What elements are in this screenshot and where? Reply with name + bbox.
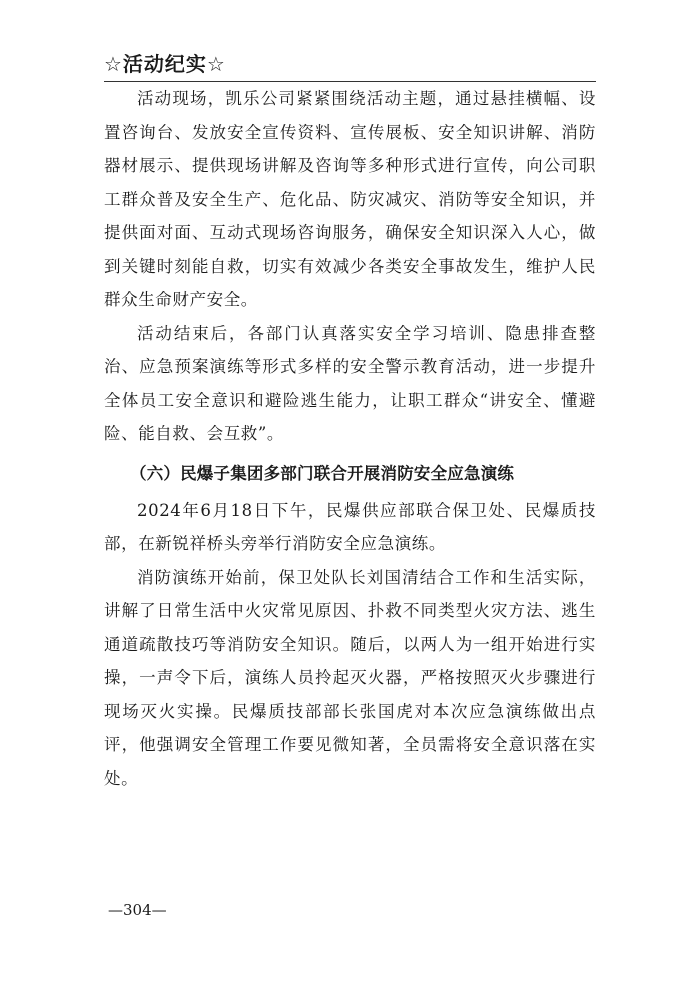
document-body bbox=[104, 82, 596, 795]
page-header bbox=[104, 50, 596, 82]
page-number: —304— bbox=[108, 901, 167, 919]
body-paragraph: 活动现场，凯乐公司紧紧围绕活动主题，通过悬挂横幅、设置咨询台、发放安全宣传资料、宣传展板、安全知识讲解、消防器材展示、提供现场讲解及咨询等多种形式进行宣传，向公司职工群众普及安全生产、危化品、防灾减灾、消防等安全知识，并提供面对面、互动式现场咨询服务，确保安全知识深入人心，做到关键时刻能自救，切实有效减少各类安全事故发生，维护人民群众生命财产安全。 bbox=[104, 89, 596, 309]
section-heading: （六）民爆子集团多部门联合开展消防安全应急演练 bbox=[130, 463, 515, 483]
header-title: ☆活动纪实☆ bbox=[104, 52, 226, 76]
body-paragraph: 消防演练开始前，保卫处队长刘国清结合工作和生活实际，讲解了日常生活中火灾常见原因、扑救不同类型火灾方法、逃生通道疏散技巧等消防安全知识。随后，以两人为一组开始进行实操，一声令下后，演练人员拎起灭火器，严格按照灭火步骤进行现场灭火实操。民爆质技部部长张国虎对本次应急演练做出点评，他强调安全管理工作要见微知著，全员需将安全意识落在实处。 bbox=[104, 567, 596, 788]
body-paragraph: 活动结束后，各部门认真落实安全学习培训、隐患排查整治、应急预案演练等形式多样的安全警示教育活动，进一步提升全体员工安全意识和避险逃生能力，让职工群众“讲安全、懂避险、能自救、会互救”。 bbox=[104, 323, 596, 443]
body-paragraph: 2024年6月18日下午，民爆供应部联合保卫处、民爆质技部，在新锐祥桥头旁举行消防安全应急演练。 bbox=[104, 500, 596, 553]
